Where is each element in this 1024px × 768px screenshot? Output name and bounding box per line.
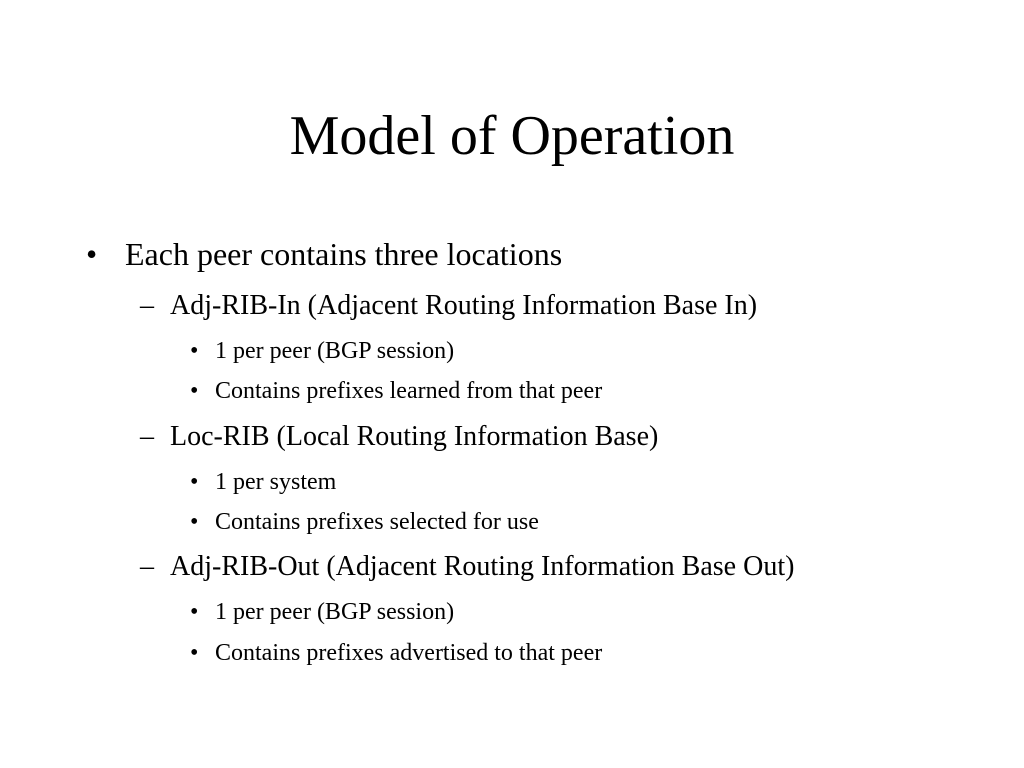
bullet-text: Adj-RIB-Out (Adjacent Routing Information Base Out) [170,551,795,582]
slide-title: Model of Operation [289,105,735,167]
bullet-text: 1 per system [215,469,337,495]
bullet-text: Contains prefixes learned from that peer [215,378,603,404]
bullet-text: Contains prefixes selected for use [215,509,539,535]
bullet-marker: • [86,236,98,272]
bullet-text: 1 per peer (BGP session) [215,599,455,625]
bullet-marker: • [190,599,199,625]
dash-marker: – [140,421,154,452]
bullet-marker: • [190,469,199,495]
bullet-text: Loc-RIB (Local Routing Information Base) [170,421,659,452]
bullet-marker: • [190,640,199,666]
bullet-text: 1 per peer (BGP session) [215,338,455,364]
bullet-marker: • [190,378,199,404]
dash-marker: – [140,290,154,321]
bullet-text: Contains prefixes advertised to that peer [215,640,603,666]
bullet-text: Each peer contains three locations [125,236,563,272]
bullet-marker: • [190,509,199,535]
bullet-text: Adj-RIB-In (Adjacent Routing Information Base In) [170,290,758,321]
bullet-marker: • [190,338,199,364]
dash-marker: – [140,551,154,582]
